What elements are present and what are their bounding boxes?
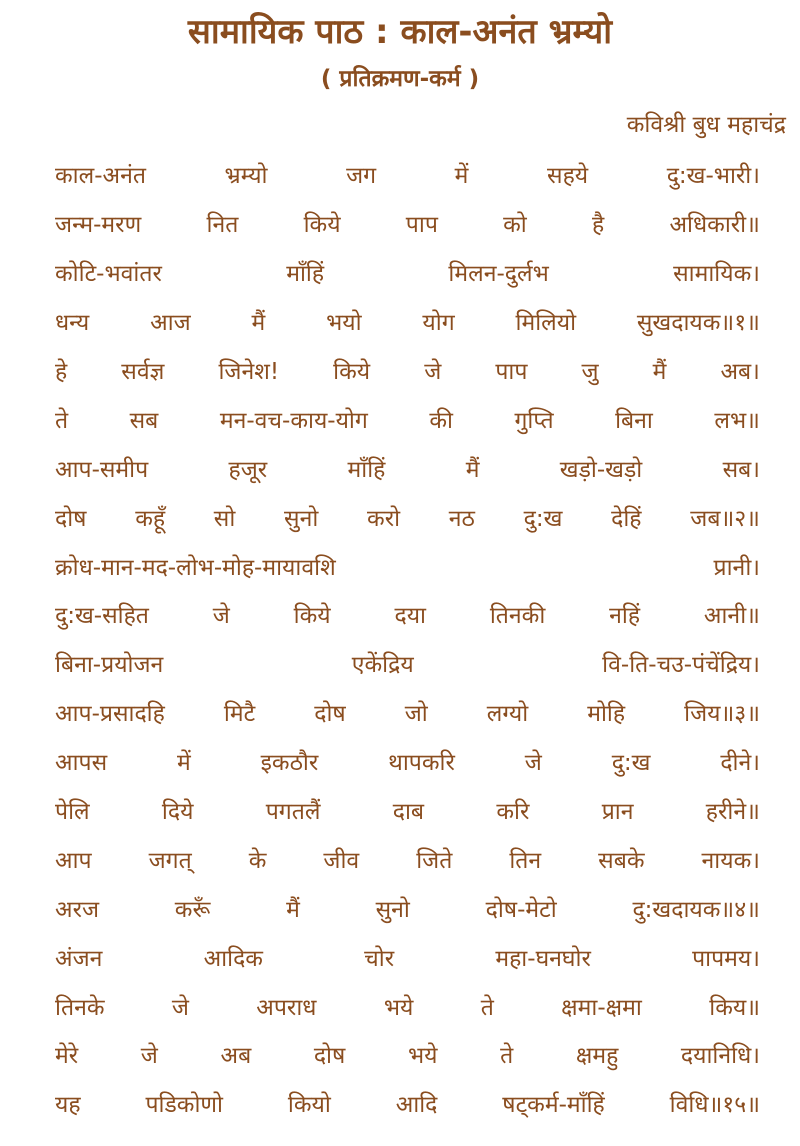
verse-word: भये — [407, 1043, 438, 1070]
verse-word: गुप्ति — [514, 407, 554, 434]
verse-word: सुनो — [284, 505, 319, 532]
verse-word: इकठौर — [260, 750, 319, 777]
verse-word: आपस — [55, 750, 108, 777]
verse-word: अपराध — [256, 994, 317, 1021]
verse-word: नहिं — [609, 603, 641, 630]
verse-word: देहिं — [611, 505, 642, 532]
verse-word: पेलि — [55, 799, 90, 826]
verse-line — [55, 1030, 760, 1079]
verse-word: किय॥ — [709, 994, 760, 1021]
verse-word: हजूर — [228, 456, 268, 483]
verse-word: कहूँ — [135, 505, 166, 532]
verse-word: पापमय। — [692, 945, 760, 972]
verse-line — [55, 786, 760, 835]
verse-word: तिनकी — [489, 603, 546, 630]
verse-line — [55, 1079, 760, 1128]
verse-word: अब। — [720, 359, 760, 385]
verse-word: खड़ो-खड़ो — [559, 456, 643, 483]
verse-word: मन-वच-काय-योग — [219, 407, 368, 434]
verse-word: आप — [55, 847, 92, 874]
verse-line — [55, 443, 760, 492]
verse-word: पगतलैं — [265, 799, 321, 826]
verse-word: कियो — [287, 1092, 331, 1119]
verse-word: दु:ख — [523, 505, 563, 532]
verse-word: नायक। — [701, 847, 760, 874]
verse-word: सुनो — [375, 896, 410, 923]
verse-word: करूँ — [174, 896, 211, 923]
verse-word: जगत् — [148, 847, 192, 874]
verse-word: काल-अनंत — [55, 163, 146, 190]
verse-word: बिना-प्रयोजन — [55, 652, 164, 679]
verse-word: दयानिधि। — [680, 1043, 760, 1070]
verse-word: भये — [383, 994, 414, 1021]
verse-word: मिलन-दुर्लभ — [448, 261, 549, 288]
verse-word: आप-समीप — [55, 456, 149, 483]
verse-word: भयो — [326, 310, 362, 337]
verse-word: अंजन — [55, 945, 103, 972]
verse-word: योग — [422, 310, 455, 337]
verse-line — [55, 834, 760, 883]
verse-word: मैं — [251, 310, 266, 337]
verse-word: जु — [581, 359, 599, 385]
verse-word: दिये — [161, 799, 194, 826]
verse-line — [55, 394, 760, 443]
verse-word: थापकरि — [388, 750, 455, 777]
verse-word: करो — [367, 505, 401, 532]
verse-word: सर्वज्ञ — [121, 359, 165, 385]
verse-word: पाप — [405, 212, 438, 239]
verse-word: आज — [150, 310, 191, 337]
verse-word: सब। — [722, 456, 760, 483]
verse-word: जे — [524, 750, 542, 777]
verse-word: आनी॥ — [703, 603, 760, 630]
verse-line — [55, 541, 760, 590]
verse-word: नित — [206, 212, 239, 239]
verse-line — [55, 932, 760, 981]
verse-word: कोटि-भवांतर — [55, 261, 162, 288]
verse-word: मैं — [465, 456, 480, 483]
verse-line — [55, 688, 760, 737]
verse-word: किये — [333, 359, 371, 385]
verse-word: हे — [55, 359, 68, 385]
verse-body — [55, 150, 760, 1128]
verse-word: क्रोध-मान-मद-लोभ-मोह-मायावशि — [55, 554, 336, 581]
verse-word: चोर — [364, 945, 395, 972]
author-name: कविश्री बुध महाचंद्र — [626, 112, 786, 138]
verse-word: सो — [213, 505, 236, 532]
verse-word: जे — [171, 994, 189, 1021]
verse-word: प्रान — [601, 799, 634, 826]
verse-word: दोष — [313, 1043, 346, 1070]
verse-line — [55, 346, 760, 395]
verse-line — [55, 248, 760, 297]
verse-word: नठ — [448, 505, 475, 532]
verse-word: सबके — [598, 847, 645, 874]
verse-word: जे — [140, 1043, 158, 1070]
verse-word: दीने। — [720, 750, 760, 777]
verse-line — [55, 590, 760, 639]
verse-line — [55, 981, 760, 1030]
verse-word: विधि॥१५॥ — [669, 1092, 760, 1119]
verse-word: महा-घनघोर — [495, 945, 591, 972]
verse-word: बिना — [615, 407, 653, 434]
verse-word: जन्म-मरण — [55, 212, 142, 239]
verse-word: क्षमहु — [575, 1043, 619, 1070]
verse-word: लग्यो — [486, 701, 529, 728]
verse-word: जीव — [323, 847, 360, 874]
verse-line — [55, 737, 760, 786]
verse-word: यह — [55, 1092, 81, 1119]
verse-word: लभ॥ — [714, 407, 760, 434]
verse-word: में — [176, 750, 191, 777]
verse-word: हरीने॥ — [705, 799, 760, 826]
verse-word: है — [592, 212, 605, 239]
verse-word: ते — [480, 994, 494, 1021]
verse-line — [55, 297, 760, 346]
verse-word: दया — [394, 603, 426, 630]
verse-word: माँहिं — [347, 456, 386, 483]
verse-word: दोष — [55, 505, 87, 532]
verse-word: जो — [404, 701, 428, 728]
verse-word: जग — [346, 163, 377, 190]
verse-word: जिनेश! — [218, 359, 280, 385]
verse-word: वि-ति-चउ-पंचेंद्रिय। — [602, 652, 760, 679]
verse-word: आदि — [395, 1092, 438, 1119]
verse-word: किये — [293, 603, 331, 630]
page-subtitle: ( प्रतिक्रमण-कर्म ) — [320, 66, 480, 92]
verse-word: अरज — [55, 896, 100, 923]
verse-word: मैं — [652, 359, 667, 385]
verse-word: करि — [496, 799, 530, 826]
verse-word: पाप — [495, 359, 528, 385]
verse-word: आप-प्रसादहि — [55, 701, 165, 728]
verse-word: ते — [55, 407, 69, 434]
verse-word: सुखदायक॥१॥ — [636, 310, 760, 337]
verse-word: में — [454, 163, 469, 190]
verse-line — [55, 492, 760, 541]
verse-word: के — [248, 847, 267, 874]
verse-word: दु:ख-भारी। — [666, 163, 760, 190]
verse-word: तिनके — [55, 994, 105, 1021]
verse-word: अधिकारी॥ — [669, 212, 760, 239]
verse-word: मैं — [286, 896, 300, 923]
verse-word: की — [429, 407, 453, 434]
verse-word: प्रानी। — [713, 554, 760, 581]
verse-word: दु:ख-सहित — [55, 603, 149, 630]
verse-word: सहये — [547, 163, 589, 190]
verse-line — [55, 150, 760, 199]
verse-line — [55, 199, 760, 248]
verse-word: मिटै — [223, 701, 256, 728]
page-title: सामायिक पाठ : काल-अनंत भ्रम्यो — [187, 12, 613, 52]
verse-word: माँहिं — [286, 261, 325, 288]
verse-word: जिते — [416, 847, 453, 874]
verse-word: जे — [424, 359, 442, 385]
verse-word: मिलियो — [515, 310, 577, 337]
verse-word: मेरे — [55, 1043, 79, 1070]
verse-word: दाब — [392, 799, 425, 826]
verse-word: जिय॥३॥ — [684, 701, 760, 728]
verse-word: सामायिक। — [673, 261, 760, 288]
verse-word: जे — [212, 603, 230, 630]
verse-word: दोष-मेटो — [485, 896, 557, 923]
verse-line — [55, 883, 760, 932]
verse-word: ते — [500, 1043, 514, 1070]
verse-word: को — [503, 212, 527, 239]
verse-word: भ्रम्यो — [224, 163, 268, 190]
verse-word: किये — [303, 212, 341, 239]
verse-word: दोष — [314, 701, 346, 728]
verse-word: षट्कर्म-माँहिं — [502, 1092, 605, 1119]
verse-word: एकेंद्रिय — [351, 652, 414, 679]
verse-word: दु:ख — [611, 750, 651, 777]
verse-line — [55, 639, 760, 688]
verse-word: मोहि — [587, 701, 626, 728]
verse-word: दु:खदायक॥४॥ — [632, 896, 760, 923]
verse-word: पडिकोणो — [145, 1092, 223, 1119]
verse-word: क्षमा-क्षमा — [561, 994, 642, 1021]
verse-word: आदिक — [203, 945, 263, 972]
verse-word: जब॥२॥ — [690, 505, 760, 532]
verse-word: सब — [129, 407, 159, 434]
verse-word: अब — [220, 1043, 252, 1070]
verse-word: तिन — [509, 847, 542, 874]
verse-word: धन्य — [55, 310, 90, 337]
